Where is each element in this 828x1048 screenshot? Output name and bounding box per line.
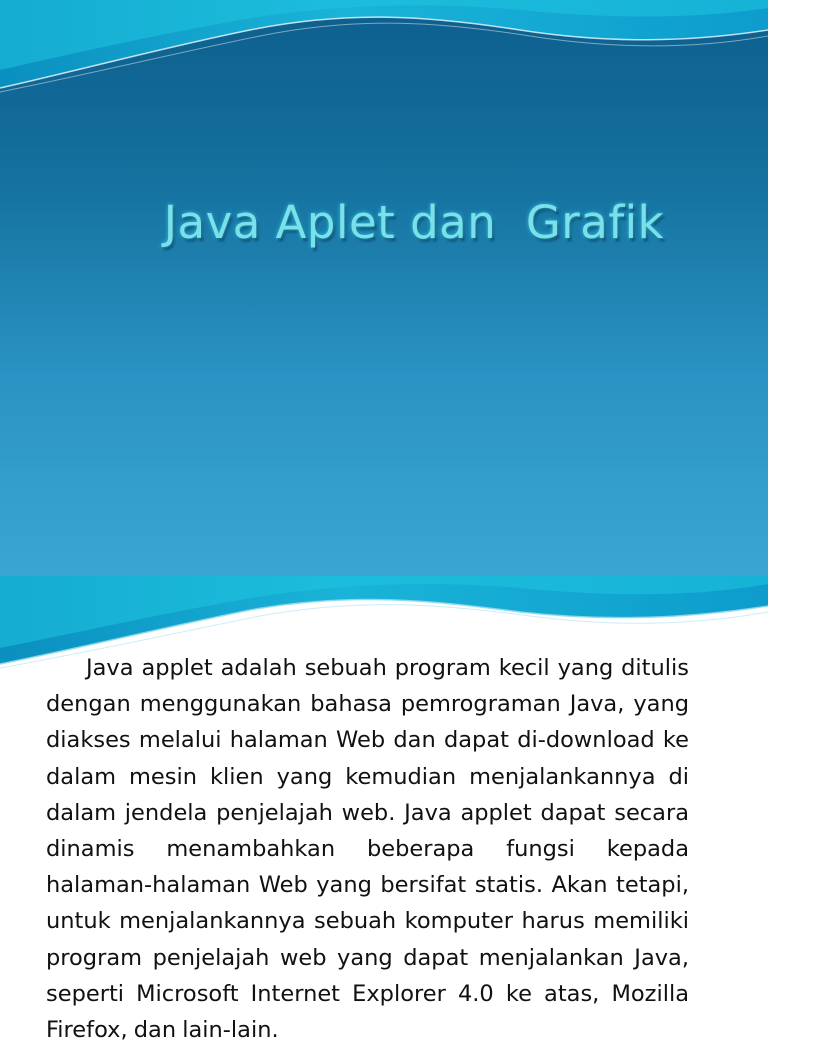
top-wave-banner	[0, 0, 768, 100]
content-slide	[0, 576, 768, 1044]
slide-title: Java Aplet dan Grafik	[163, 196, 665, 249]
body-paragraph: Java applet adalah sebuah program kecil yang ditulis dengan menggunakan bahasa pemrograman Java, yang diakses melalui halaman Web dan dapat di-download ke dalam mesin klien yang kemudian menjalankannya di dalam jendela penjelajah web. Java applet dapat secara dinamis menambahkan beberapa fungsi kepada halaman-halaman Web yang bersifat statis. Akan tetapi, untuk menjalankannya sebuah komputer harus memiliki program penjelajah web yang dapat menjalankan Java, seperti Microsoft Internet Explorer 4.0 ke atas, Mozilla Firefox, dan lain-lain.	[46, 655, 689, 1044]
